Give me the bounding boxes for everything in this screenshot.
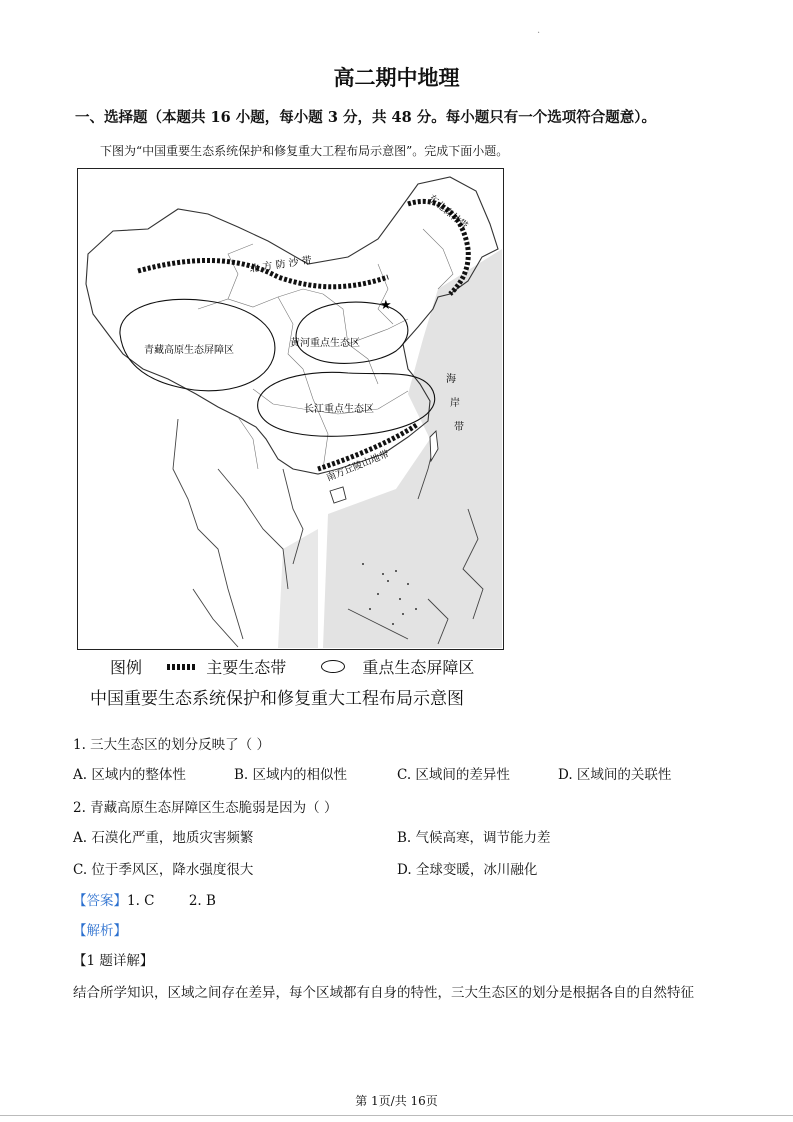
northeast-belt-label: 东北森林带	[426, 192, 470, 232]
header-dot: ·	[537, 28, 541, 39]
zone-legend-icon	[321, 660, 345, 673]
coast-belt-label-1: 海	[446, 374, 456, 385]
question-2-option-c: C. 位于季风区，降水强度很大	[73, 862, 254, 878]
sea-area	[323, 249, 502, 648]
bottom-rule	[0, 1115, 793, 1116]
question-1-option-d: D. 区域间的关联性	[558, 767, 672, 783]
page-footer: 第 1页/共 16页	[355, 1094, 438, 1108]
analysis-tag: 【解析】	[73, 923, 127, 939]
answer-value: 1. C 2. B	[127, 893, 216, 909]
detail-text: 结合所学知识，区域之间存在差异，每个区域都有自身的特性，三大生态区的划分是根据各自的自然特征	[73, 985, 694, 1001]
figure-intro: 下图为“中国重要生态系统保护和修复重大工程布局示意图”。完成下面小题。	[100, 144, 509, 158]
legend-label: 图例	[110, 658, 143, 677]
question-2-stem: 2. 青藏高原生态屏障区生态脆弱是因为（ ）	[73, 800, 338, 816]
hainan-island	[330, 487, 346, 503]
question-1-option-c: C. 区域间的差异性	[397, 767, 510, 783]
yangtze-zone-label: 长江重点生态区	[304, 404, 374, 415]
answer-line	[73, 889, 216, 909]
zone-legend-text: 重点生态屏障区	[362, 658, 475, 677]
question-2-option-a: A. 石漠化严重，地质灾害频繁	[73, 830, 254, 846]
map-legend	[110, 655, 474, 678]
map-drawing	[78, 169, 502, 648]
question-2-option-b: B. 气候高寒，调节能力差	[397, 830, 551, 846]
qinghai-zone-label: 青藏高原生态屏障区	[144, 345, 234, 356]
section-title: 一、选择题（本题共 16 小题，每小题 3 分，共 48 分。每小题只有一个选项符合题意）。	[75, 109, 656, 126]
yellow-river-zone-label: 黄河重点生态区	[290, 338, 360, 349]
ecology-map	[77, 168, 504, 650]
answer-tag: 【答案】	[73, 893, 127, 909]
province-lines	[198, 229, 453, 469]
belt-legend-icon	[167, 664, 195, 670]
south-belt-label: 南方丘陵山地带	[325, 448, 391, 484]
north-belt-label: 北 方 防 沙 带	[248, 255, 313, 275]
page-title: 高二期中地理	[333, 66, 460, 90]
coast-belt-label-3: 带	[454, 422, 464, 433]
coast-belt-label-2: 岸	[450, 398, 460, 409]
question-2-option-d: D. 全球变暖，冰川融化	[397, 862, 538, 878]
question-1-stem: 1. 三大生态区的划分反映了（ ）	[73, 737, 270, 753]
question-1-option-b: B. 区域内的相似性	[234, 767, 348, 783]
detail-tag: 【1 题详解】	[73, 953, 154, 969]
question-1-option-a: A. 区域内的整体性	[73, 767, 186, 783]
belt-legend-text: 主要生态带	[206, 658, 287, 677]
map-caption: 中国重要生态系统保护和修复重大工程布局示意图	[90, 689, 464, 709]
capital-star-icon: ★	[380, 298, 392, 313]
